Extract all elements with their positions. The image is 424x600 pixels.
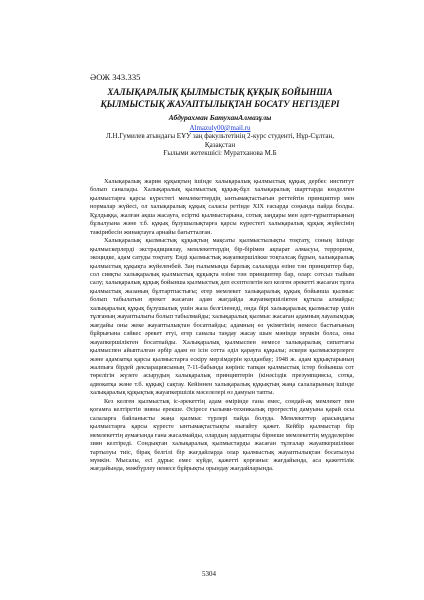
udc-code: ӘОЖ 343.335 [90, 72, 141, 82]
body-paragraph: Кез келген қылмыстық іс-әрекеттің адам өмірінде ғана емес, сондай-ақ мемлекет пен қоғамға келтіретін зияны ерекше. Әсіресе ғылыми-техникалық прогрестің дамуына қарай осы салаларға байланысты жаңа қылмыс түрлері пайда болуда. Мемлекеттер арасындағы қылмыстарға қарсы күресте ынтымақтастықты нығайту қажет. Кейбір қылмыстар бір мемлекеттің аумағында ғана жасалмайды, олардың зардаптары бірнеше мемлекеттің мүдделеріне зиян келтіреді. Сондықтан халықаралық қылмыстарды жасаған тұлғалар жауапкершілікке тартылуы тиіс, бірақ белгілі бір жағдайларда олар қылмыстық жауаптылықтан босатылуы мүмкін. Мысалы, есі дұрыс емес күйде, қажетті қорғаныс жағдайында, аса қажеттілік жағдайында, мәжбүрлеу немесе бұйрықты орындау жағдайларында. [90, 397, 354, 473]
body-paragraph: Халықаралық қылмыстық құқықтың мақсаты қылмыстылықты тоқтату, соның ішінде қылмыскерлерді экстрадициялау, мемлекеттердің бір-бірімен ақпарат алмасуы, терроризм, экоцидке, адам сатуды тоқтату. Енді қылмыстық жауапкершілікке тоқталсақ бұрын, халықаралық қылмыстық құқықта жүйеленбей. Заң ғылымында барлық салаларда өзіне тән принциптер бар, сол сияқты халықаралық қылмыстық құқықта өзіне тән принциптер бар, олар: сотсыз тыйым салу; халықаралық құқық бойынша қылмыстық деп есептелетін кез келген әрекетті жасаған тұлға қылмыстық жазаның бұлтартпастығы; егер мемлекет халықаралық құқық бойынша қылмыс болып табылатын әрекет жасаған адам жағдайда жауапкершіліктен құтыла алмайды; халықаралық құқық бұзушылық үшін жаза белгіленеді, онда бірі халықаралық қылмыстар үшін тұлғаның жауаптылығы болып табылмайды; халықаралық қылмыс жасаған адамның лауазымдық жағдайы оны жеке жауаптылықтан босатпайды; адамның өз үкіметінің немесе бастығының бұйрығына сәйкес әрекет етуі, егер саналы таңдау жасау шын мәнінде мүмкін болса, оны жауапкершіліктен босатпайды. Халықаралық қылмыспен немесе халықаралық сипаттағы қылмыспен айыпталған әрбір адам өз ісін сотта әділ қарауға құқылы; әскери қылмыскерлерге және адамзатқа қарсы қылмыстарға ескіру мерзімдерін қолданбау; 1948 ж. адам құқықтарының жалпыға бірдей декларациясының 7-11-бабында көрініс тапқан қылмыстық істер бойынша сот төрелігін жүзеге асырудың халықаралық принциптерін (кінәсіздік презумпциясы, сотқа, адвокатқа және т.б. құқық) сақтау. Кейіннен халықаралық құқықтың жаңа салаларының ішінде халықаралық құқықтық жауапкершілік мәселелері өз дамуын тапты. [90, 237, 354, 397]
author-affiliation: Л.Н.Гумилев атындағы ЕҰУ заң факультетінің 2-курс студенті, Нұр-Сұлтан, Қазақстан [106, 132, 334, 149]
author-email-link[interactable]: Almazuly00@mail.ru [189, 123, 251, 132]
article-title: ХАЛЫҚАРАЛЫҚ ҚЫЛМЫСТЫҚ ҚҰҚЫҚ БОЙЫНША ҚЫЛМЫСТЫҚ ЖАУАПТЫЛЫҚТАН БОСАТУ НЕГІЗДЕРІ [100, 87, 340, 109]
author-block [96, 114, 344, 158]
article-body [90, 178, 354, 474]
page-number: 5304 [202, 570, 216, 578]
body-paragraph: Халықаралық жария құқықтың ішінде халықаралық қылмыстық құқық дербес институт болып саналады. Халықаралық қылмыстық құқық-бұл халықаралық шарттарда көзделген қылмыстарға қарсы күрестегі мемлекеттердің ынтымақтастығын реттейтін принциптер мен нормалар жүйесі, ол халықаралық құқық саласы ретінде XIX ғасырда соңында пайда болды. Құлдыққа, жалған ақша жасауға, есірткі қылмыстарына, сотық заңдары мен әдет-ғұрыптарының бұзылуына және т.б. құқық бұзушылықтарға қарсы күрестегі халықаралық құқық жүйесінің тәжірибесін жинақтауға арнайы бағытталған. [90, 178, 354, 236]
author-name: Абдурахман БатуханАлмазұлы [168, 113, 272, 122]
supervisor-line: Ғылыми жетекшісі: Муратханова М.Б [163, 149, 277, 158]
